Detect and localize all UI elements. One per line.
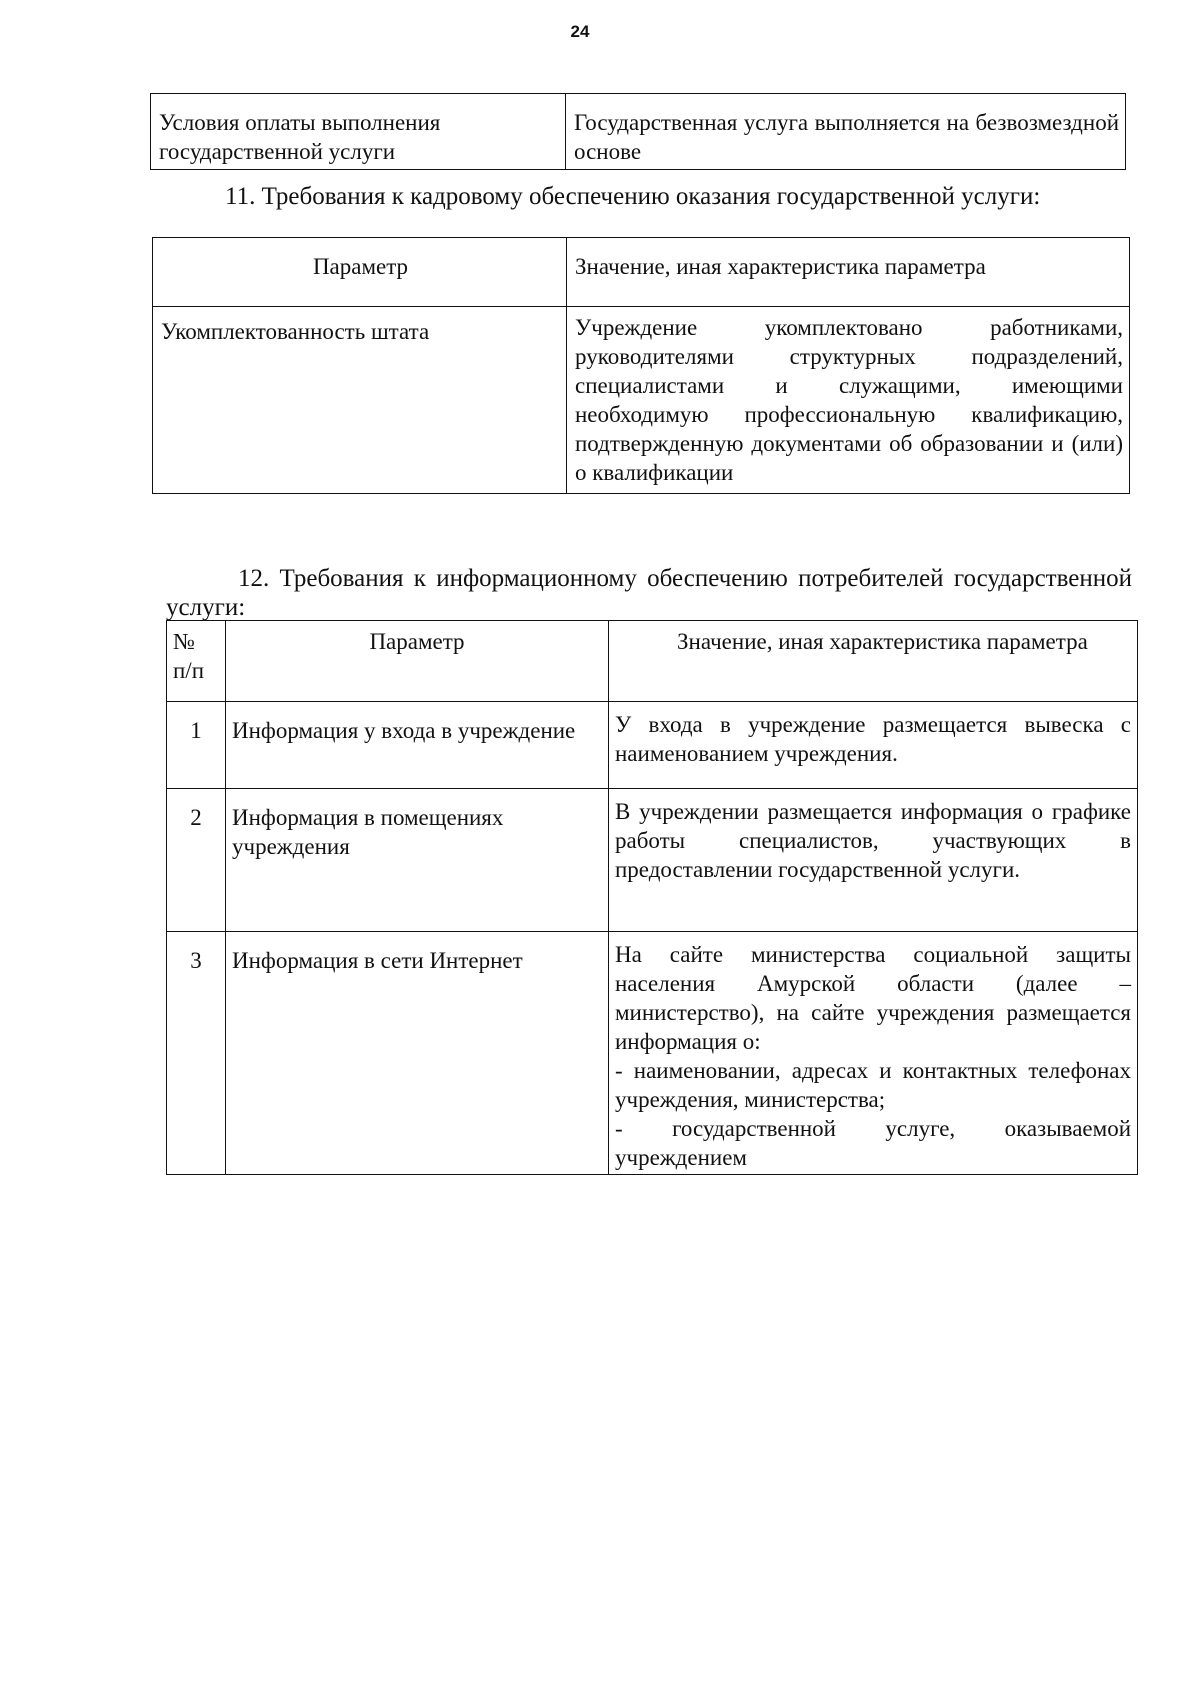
num-cell: 1 — [167, 702, 226, 789]
information-requirements-table — [166, 620, 1138, 1175]
header-value-cell: Значение, иная характеристика параметра — [609, 621, 1138, 702]
param-cell: Информация в помещениях учреждения — [226, 789, 609, 932]
table-header-row — [153, 238, 1130, 307]
section-11-heading: 11. Требования к кадровому обеспечению оказания государственной услуги: — [225, 183, 1041, 210]
table-header-row — [167, 621, 1138, 702]
section-12-heading: 12. Требования к информационному обеспечению потребителей государственной услуги: — [166, 565, 1132, 621]
num-cell: 3 — [167, 932, 226, 1175]
payment-value-cell: Государственная услуга выполняется на безвозмездной основе — [566, 94, 1126, 170]
value-intro: На сайте министерства социальной защиты населения Амурской области (далее – министерство), на сайте учреждения размещается информация о: — [615, 942, 1131, 1054]
staffing-requirements-table — [152, 237, 1130, 494]
page-number: 24 — [570, 22, 590, 41]
table-row — [167, 702, 1138, 789]
param-cell: Информация у входа в учреждение — [226, 702, 609, 789]
header-num-cell: № п/п — [167, 621, 226, 702]
value-cell: Учреждение укомплектовано работниками, руководителями структурных подразделений, специалистами и служащими, имеющими необходимую профессиональную квалификацию, подтвержденную документами об образовании и (или) о квалификации — [567, 307, 1130, 494]
param-cell: Укомплектованность штата — [153, 307, 567, 494]
param-cell: Информация в сети Интернет — [226, 932, 609, 1175]
table-row — [151, 94, 1126, 170]
value-cell: В учреждении размещается информация о графике работы специалистов, участвующих в предоставлении государственной услуги. — [609, 789, 1138, 932]
value-list-item: - государственной услуге, оказываемой учреждением — [615, 1116, 1131, 1170]
header-param-cell: Параметр — [226, 621, 609, 702]
table-row — [167, 789, 1138, 932]
value-list-item: - наименовании, адресах и контактных телефонах учреждения, министерства; — [615, 1058, 1131, 1112]
table-row — [167, 932, 1138, 1175]
table-row — [153, 307, 1130, 494]
payment-label-cell: Условия оплаты выполнения государственной услуги — [151, 94, 566, 170]
num-cell: 2 — [167, 789, 226, 932]
header-param-cell: Параметр — [153, 238, 567, 307]
header-value-cell: Значение, иная характеристика параметра — [567, 238, 1130, 307]
payment-conditions-table — [150, 93, 1126, 170]
value-cell: У входа в учреждение размещается вывеска с наименованием учреждения. — [609, 702, 1138, 789]
value-cell — [609, 932, 1138, 1175]
